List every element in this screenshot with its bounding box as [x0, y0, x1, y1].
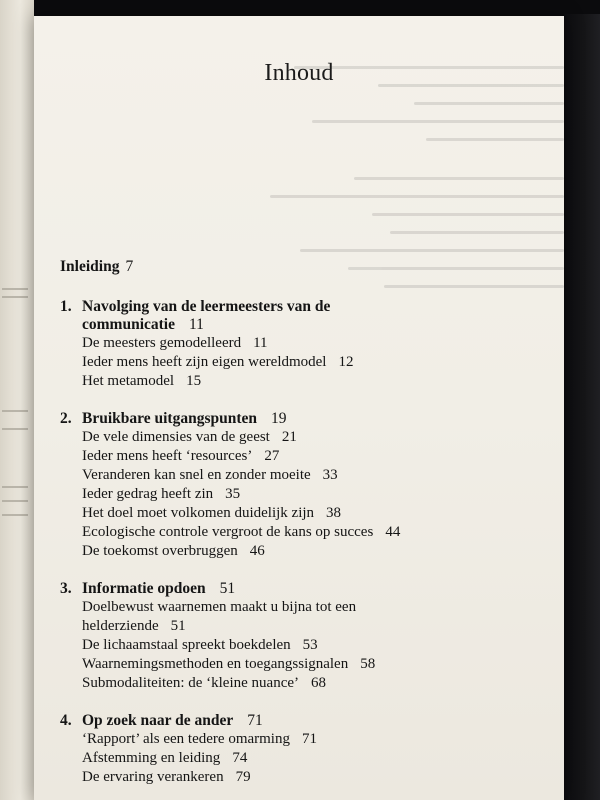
table-of-contents	[60, 258, 540, 800]
section-item: Veranderen kan snel en zonder moeite 33	[82, 467, 338, 483]
chapter-page: 71	[247, 712, 263, 729]
section-item: Het doel moet volkomen duidelijk zijn 38	[82, 505, 342, 521]
chapter-heading	[60, 410, 540, 428]
section-item: Ieder mens heeft ‘resources’ 27	[82, 448, 280, 464]
background-top	[34, 0, 600, 16]
page-title: Inhoud	[264, 60, 334, 86]
section-item: De vele dimensies van de geest 21	[82, 429, 297, 445]
chapter-title-continued: communicatie	[82, 316, 175, 333]
chapter-page: 51	[219, 580, 236, 597]
section-item: De lichaamstaal spreekt boekdelen 53	[82, 637, 318, 653]
chapter-page: 11	[188, 316, 204, 333]
section-item: ‘Rapport’ als een tedere omarming 71	[82, 731, 317, 747]
section-item: Submodaliteiten: de ‘kleine nuance’ 68	[82, 675, 327, 691]
section-item: Doelbewust waarnemen maakt u bijna tot een helderziende 51	[82, 599, 357, 634]
previous-page-edge	[0, 0, 34, 800]
chapter-title: Navolging van de leermeesters van de	[82, 298, 331, 315]
chapter-2	[60, 410, 540, 561]
section-item: Het metamodel 15	[82, 373, 202, 389]
chapter-number: 4.	[60, 712, 72, 729]
section-list	[82, 730, 540, 787]
toc-intro	[60, 258, 540, 276]
section-item: De ervaring verankeren 79	[82, 769, 251, 785]
section-list	[82, 428, 540, 561]
chapter-3	[60, 580, 540, 693]
chapter-heading	[60, 298, 540, 334]
section-item: De toekomst overbruggen 46	[82, 543, 265, 559]
background-right	[564, 14, 600, 800]
chapter-page: 19	[271, 410, 287, 427]
chapter-1	[60, 298, 540, 391]
intro-page: 7	[125, 258, 134, 275]
section-item: Ieder mens heeft zijn eigen wereldmodel 12	[82, 354, 354, 370]
section-item: De meesters gemodelleerd 11	[82, 335, 268, 351]
chapter-number: 3.	[60, 580, 72, 597]
chapter-4	[60, 712, 540, 787]
chapter-number: 2.	[60, 410, 72, 427]
chapter-number: 1.	[60, 298, 72, 315]
section-item: Ecologische controle vergroot de kans op succes 44	[82, 524, 401, 540]
chapter-title: Bruikbare uitgangspunten	[82, 410, 258, 427]
chapter-heading	[60, 580, 540, 598]
chapter-heading	[60, 712, 540, 730]
section-list	[82, 598, 540, 693]
book-page	[34, 16, 564, 800]
section-item: Ieder gedrag heeft zin 35	[82, 486, 241, 502]
chapter-title: Informatie opdoen	[82, 580, 206, 597]
section-item: Afstemming en leiding 74	[82, 750, 248, 766]
intro-label: Inleiding	[60, 258, 120, 275]
section-list	[82, 334, 540, 391]
chapter-title: Op zoek naar de ander	[82, 712, 234, 729]
section-item: Waarnemingsmethoden en toegangssignalen 58	[82, 656, 376, 672]
